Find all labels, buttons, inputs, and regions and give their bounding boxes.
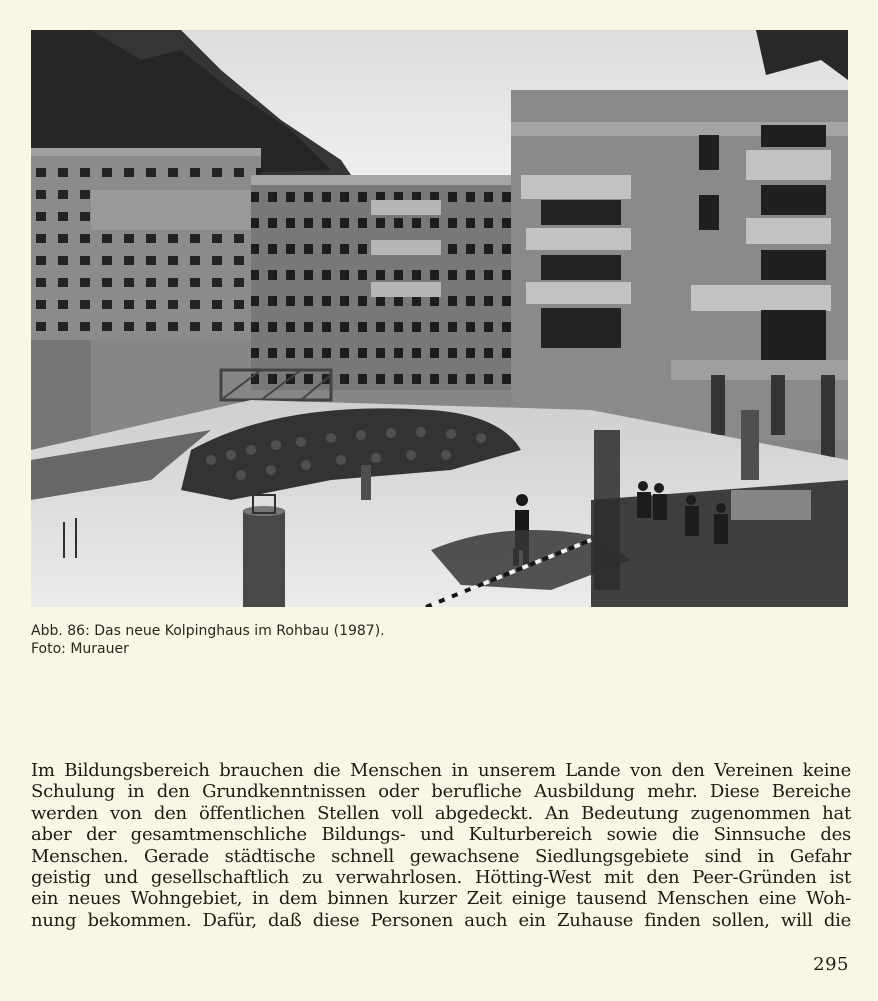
body-line: werden von den öffentlichen Stellen voll abgedeckt. An Bedeutung zugenommen hat: [31, 802, 851, 824]
body-line: Im Bildungsbereich brauchen die Menschen in unserem Lande von den Vereinen keine: [31, 760, 851, 781]
construction-site-photo: [31, 30, 848, 607]
caption-title: Abb. 86: Das neue Kolpinghaus im Rohbau (1987).: [31, 623, 385, 639]
body-line: Schulung in den Grundkenntnissen oder berufliche Ausbildung mehr. Diese Bereiche: [31, 781, 851, 803]
body-line: nung bekommen. Dafür, daß diese Personen auch ein Zuhause finden sollen, will die: [31, 909, 851, 931]
body-line: aber der gesamtmenschliche Bildungs- und Kulturbereich sowie die Sinnsuche des: [31, 824, 851, 846]
figure-caption: [31, 622, 385, 658]
body-paragraph: [31, 760, 851, 931]
body-line: Menschen. Gerade städtische schnell gewachsene Siedlungsgebiete sind in Gefahr: [31, 845, 851, 867]
body-line: ein neues Wohngebiet, in dem binnen kurzer Zeit einige tausend Menschen eine Woh-: [31, 888, 851, 910]
caption-credit: Foto: Murauer: [31, 641, 129, 657]
body-line: geistig und gesellschaftlich zu verwahrlosen. Hötting-West mit den Peer-Gründen ist: [31, 866, 851, 888]
page-number: 295: [813, 954, 849, 975]
